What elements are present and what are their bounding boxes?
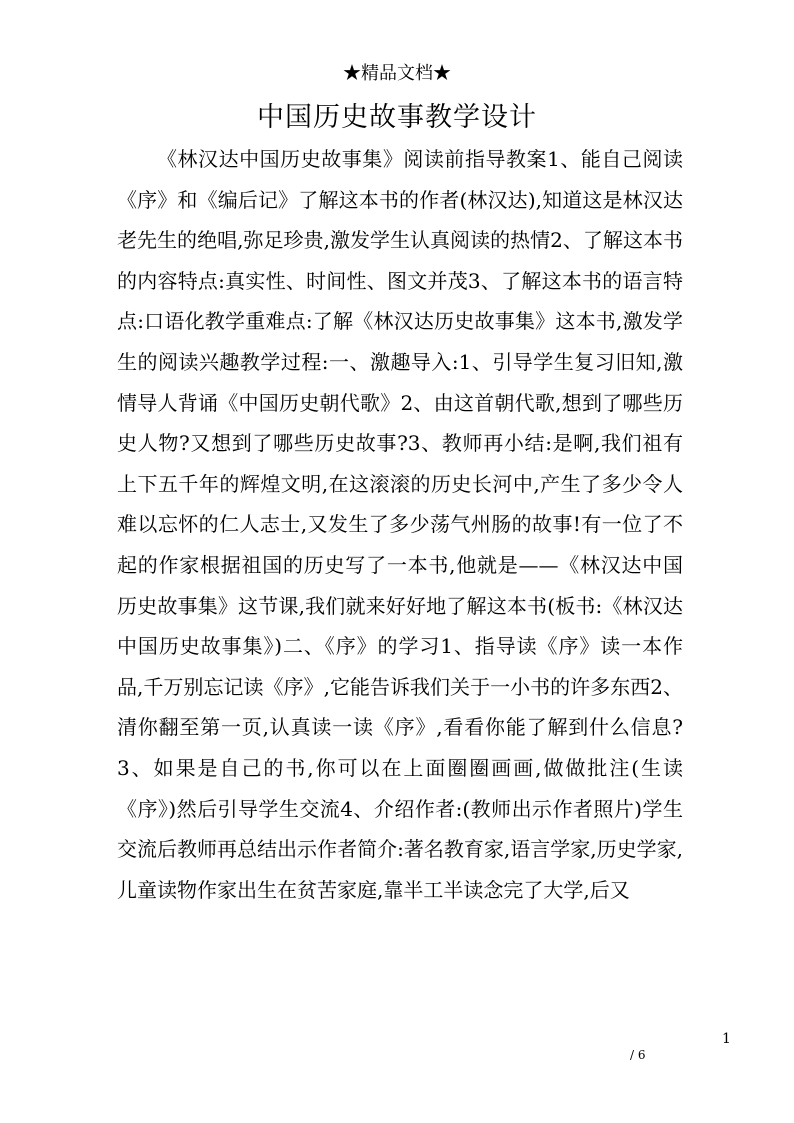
- page-number: 1: [722, 1031, 731, 1047]
- document-header: ★精品文档★: [343, 63, 451, 84]
- page-total: / 6: [630, 1048, 646, 1062]
- document-title: 中国历史故事教学设计: [257, 102, 537, 133]
- document-body-paragraph: 《林汉达中国历史故事集》阅读前指导教案1、能自己阅读《序》和《编后记》了解这本书的作者(林汉达),知道这是林汉达老先生的绝唱,弥足珍贵,激发学生认真阅读的热情2、了解这本书的内容特点:真实性、时间性、图文并茂3、了解这本书的语言特点:口语化教学重难点:了解《林汉达历史故事集》这本书,激发学生的阅读兴趣教学过程:一、激趣导入:1、引导学生复习旧知,激情导人背诵《中国历史朝代歌》2、由这首朝代歌,想到了哪些历史人物?又想到了哪些历史故事?3、教师再小结:是啊,我们祖有上下五千年的辉煌文明,在这滚滚的历史长河中,产生了多少令人难以忘怀的仁人志士,又发生了多少荡气州肠的故事!有一位了不起的作家根据祖国的历史写了一本书,他就是——《林汉达中国历史故事集》这节课,我们就来好好地了解这本书(板书:《林汉达中国历史故事集》)二、《序》的学习1、指导读《序》读一本作品,千万别忘记读《序》,它能告诉我们关于一小书的许多东西2、清你翻至第一页,认真读一读《序》,看看你能了解到什么信息?3、如果是自己的书,你可以在上面圈圈画画,做做批注(生读《序》)然后引导学生交流4、介绍作者:(教师出示作者照片)学生交流后教师再总结出示作者简介:著名教育家,语言学家,历史学家,儿童读物作家出生在贫苦家庭,靠半工半读念完了大学,后又: [117, 147, 683, 902]
